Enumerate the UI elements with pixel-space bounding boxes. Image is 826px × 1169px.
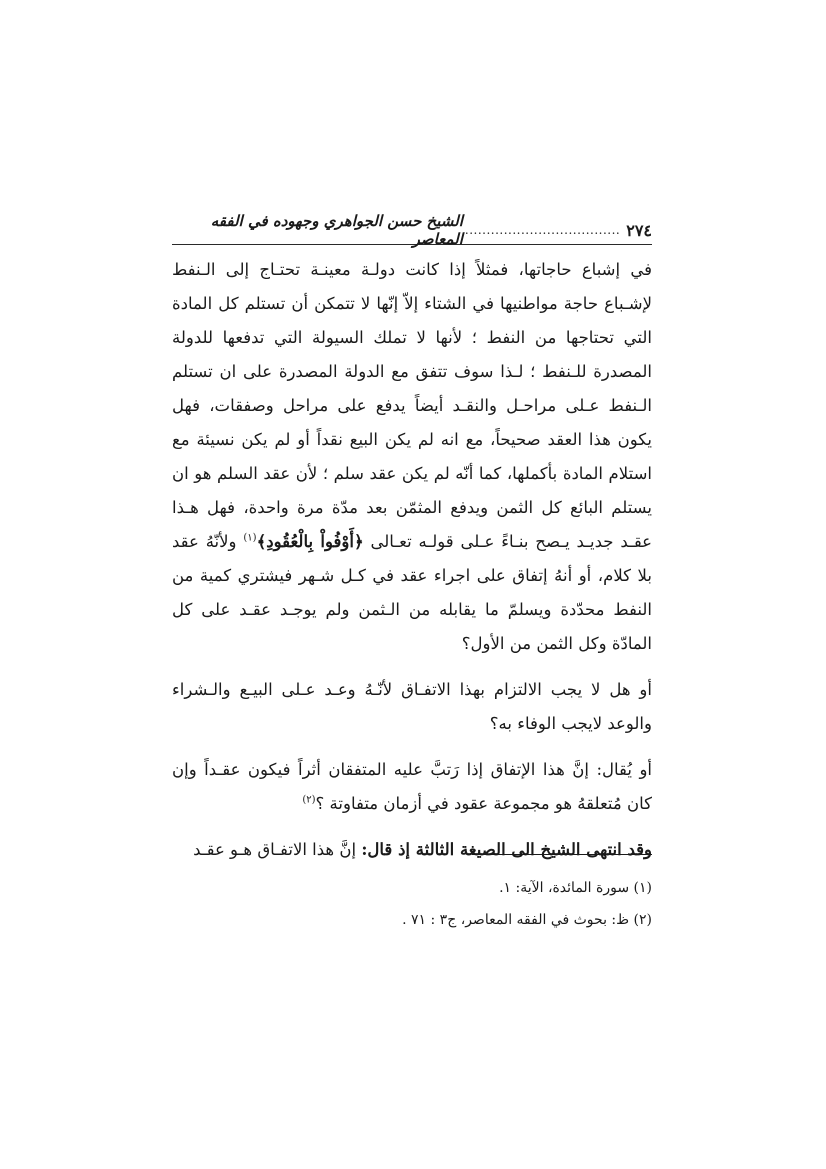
footnote-1: (١) سورة المائدة، الآية: ١. [499,880,652,896]
paragraph-1 [172,253,652,661]
footnote-2: (٢) ظ: بحوث في الفقه المعاصر، ج٣ : ٧١ . [402,912,652,928]
quran-verse: أَوْفُواْ بِالْعُقُودِ [266,532,354,551]
body-text [172,253,652,879]
footnote-ref-2[interactable]: (٢) [302,794,316,806]
page-number: ٢٧٤ [626,220,652,240]
page-header [172,212,652,248]
verse-open-bracket: ﴿ [353,532,364,551]
footnote-separator [472,854,652,855]
footnote-ref-1[interactable]: (١) [243,532,257,544]
paragraph-3 [172,753,652,821]
header-leader-dots: .................................... [464,223,621,237]
running-title: الشيخ حسن الجواهري وجهوده في الفقه المعاصر [210,212,463,248]
paragraph-1-text-a: في إشباع حاجاتها، فمثلاً إذا كانت دولـة معينـة تحتـاج إلى الـنفط لإشـباع حاجة مواطنيها في الشتاء إلاّ إنّها لا تتمكن أن تستلم كل المادة التي تحتاجها من النفط ؛ لأنها لا تملك السيولة التي تدفعها للدولة المصدرة للـنفط ؛ لـذا سوف تتفق مع الدولة المصدرة على ان تستلم الـنفط عـلى مراحـل والنقـد أيضاً يدفع على مراحل وصفقات، فهل يكون هذا العقد صحيحاً، مع انه لم يكن البيع نقداً أو لم يكن نسيئة مع استلام المادة بأكملها، كما أنّه لم يكن عقد سلم ؛ لأن عقد السلم هو ان يستلم البائع كل الثمن ويدفع المثمّن بعد مدّة مرة واحدة، فهل هـذا عقـد جديـد يـصح بنـاءً عـلى قولـه تعـالى [172,260,653,551]
paragraph-2: أو هل لا يجب الالتزام بهذا الاتفـاق لأنّـهُ وعـد عـلى البيـع والـشراء والوعد لايجب الوفاء به؟ [172,680,652,733]
footnotes [172,872,652,936]
paragraph-4 [172,833,652,867]
verse-close-bracket: ﴾ [256,532,267,551]
paragraph-1-text-b: ولأنّهُ عقد بلا كلام، أو أنهُ إتفاق على اجراء عقد في كـل شـهر فيشتري كمية من النفط محدّدة ويسلمّ ما يقابله من الـثمن ولم يوجـد عقـد على كل المادّة وكل الثمن من الأول؟ [172,532,652,653]
paragraph-4-lead: وقد انتهى الشيخ الى الصيغة الثالثة إذ قال: [361,840,652,859]
book-page [172,0,652,1169]
paragraph-4-text: إنَّ هذا الاتفـاق هـو عقـد [193,840,362,859]
paragraph-3-text: أو يُقال: إنَّ هذا الإتفاق إذا رَتبَّ عليه المتفقان أثراً فيكون عقـداً وإن كان مُتعلقهُ هو مجموعة عقود في أزمان متفاوتة ؟ [172,760,652,813]
